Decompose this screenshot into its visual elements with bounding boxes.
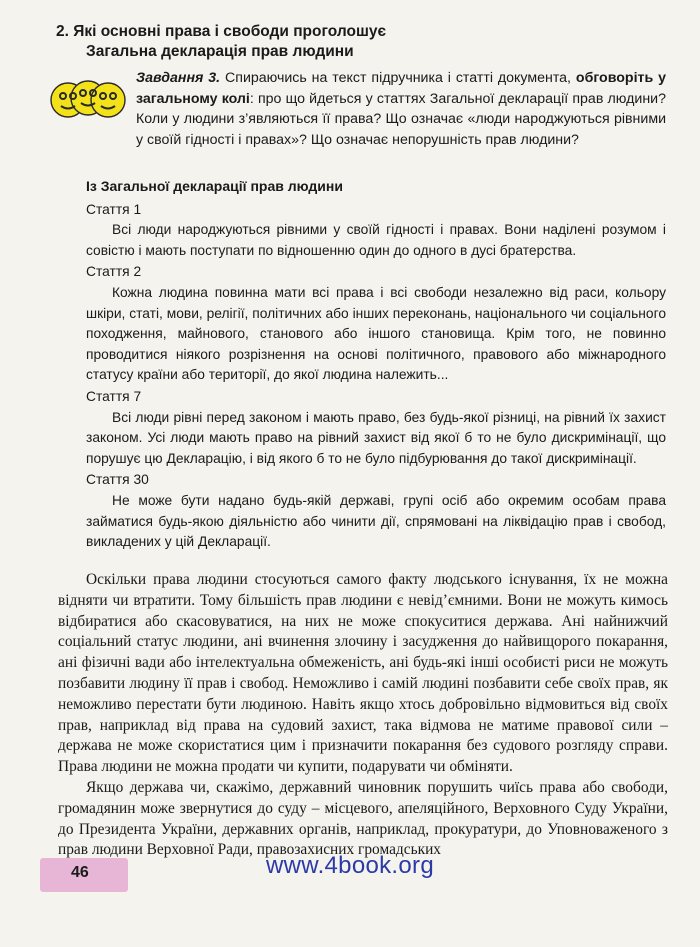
article-text: Не може бути надано будь-якій державі, групі осіб або окремим особам права займатися будь-якою діяльністю або чинити дії, спрямовані на ліквідацію прав і свобод, викладених у цій Декларації. (86, 492, 666, 550)
article-text: Кожна людина повинна мати всі права і всі свободи незалежно від раси, кольору шкіри, статі, мови, релігії, політичних або інших переконань, національного чи соціального походження, майнового, станового або іншого становища. Крім того, не повинно проводитися ніякого розрізнення на основі політичного, правового або міжнародного статусу країни або території, до якої людина належить... (86, 284, 666, 383)
task-emphasis: обговоріть у загальному колі (136, 70, 666, 107)
article-heading: Стаття 1 (86, 201, 142, 217)
task-text-after: : про що йдеться у статтях Загальної декларації прав людини? Коли у людини з’являються її права? Що означає «люди народжуються рівними у своїй гідності і правах»? Що означає непорушність прав людини? (136, 90, 666, 148)
section-title (56, 22, 526, 62)
article-heading: Стаття 2 (86, 264, 142, 280)
section-title-line2: Загальна декларація прав людини (86, 43, 354, 60)
article-text: Всі люди народжуються рівними у своїй гідності і правах. Вони наділені розумом і совістю і мають поступати по відношенню один до одного в дусі братерства. (86, 222, 666, 258)
source-url[interactable]: www.4book.org (266, 852, 434, 879)
article-text: Всі люди рівні перед законом і мають право, без будь-якої різниці, на рівний їх захист законом. Усі люди мають право на рівний захист від якої б то не було дискримінації, що порушує цю Декларацію, і від якого б то не було підбурювання до такої дискримінації. (86, 409, 666, 466)
task-block (136, 68, 666, 150)
article-heading: Стаття 7 (86, 388, 142, 404)
main-paragraph: Оскільки права людини стосуються самого факту людського існування, їх не можна відняти чи втратити. Тому більшість прав людини є невід’ємними. Вони не можуть кимось відбиратися або скасовуватися, на них не може спокуситися держава. Ані найнижчий соціальний статус людини, ані вчинення злочину і засудження до найвищорого покарання, ані фізичні вади або інтелектуальна обмеженість, ані будь-які інші особисті риси не можуть позбавити людину її прав і свобод. Неможливо і самій людині позбавити себе своїх прав, як неможливо перестати бути людиною. Навіть якщо хтось добровільно відмовиться від своїх прав, наприклад від права на судовий захист, така відмова не матиме правової сили – держава не може скористатися цим і призначити покарання без судового розгляду справи. Права людини не можна продати чи купити, подарувати чи обміняти. (58, 571, 668, 776)
page-number: 46 (71, 864, 89, 881)
task-label: Завдання 3. (136, 70, 221, 86)
declaration-excerpt (86, 176, 666, 553)
main-paragraph: Якщо держава чи, скажімо, державний чиновник порушить чиїсь права або свободи, громадянин може звернутися до суду – місцевого, апеляційного, Верховного Суду України, до Президента України, державних органів, наприклад, прокуратури, до Уповноваженого з прав людини Верховної Ради, правозахисних громадських (58, 778, 668, 859)
discussion-group-icon (50, 76, 126, 124)
task-text-before: Спираючись на текст підручника і статті документа, (225, 70, 576, 86)
excerpt-title: Із Загальної декларації прав людини (86, 178, 343, 194)
main-text (58, 570, 668, 861)
section-title-line1: 2. Які основні права і свободи проголошує (56, 23, 387, 40)
article-heading: Стаття 30 (86, 472, 149, 488)
